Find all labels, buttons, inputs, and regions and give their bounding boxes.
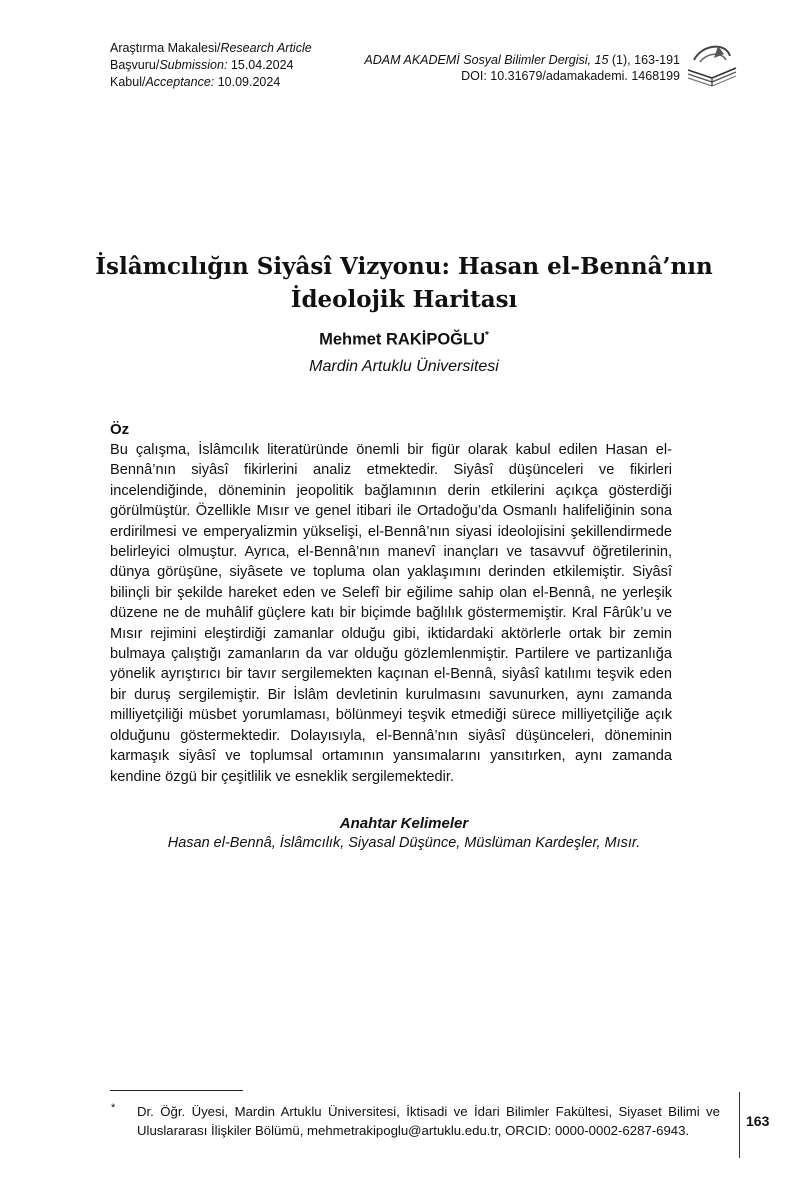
author-footnote-mark[interactable]: * <box>485 330 489 341</box>
acceptance-label-en: Acceptance: <box>145 75 215 89</box>
open-book-logo-icon <box>684 40 740 92</box>
journal-name: ADAM AKADEMİ Sosyal Bilimler Dergisi, 15 <box>364 53 609 67</box>
keywords-list: Hasan el-Bennâ, İslâmcılık, Siyasal Düşünce, Müslüman Kardeşler, Mısır. <box>167 835 641 851</box>
submission-label-tr: Başvuru/ <box>110 58 160 72</box>
article-type-en: Research Article <box>220 41 312 55</box>
issue-pages: (1), 163-191 <box>608 53 680 67</box>
acceptance-date: 10.09.2024 <box>214 75 281 89</box>
footnote-divider <box>110 1090 243 1091</box>
doi[interactable]: DOI: 10.31679/adamakademi. 1468199 <box>461 69 680 83</box>
article-type <box>110 40 312 57</box>
abstract-heading: Öz <box>110 421 130 438</box>
footnote-text: Dr. Öğr. Üyesi, Mardin Artuklu Üniversitesi, İktisadi ve İdari Bilimler Fakültesi, Siyaset Bilimi ve Uluslararası İlişkiler Bölümü, mehmetrakipoglu@artuklu.edu.tr, ORCID: 0000-0002-6287-6943. <box>137 1104 720 1138</box>
author <box>0 330 808 350</box>
keywords-heading: Anahtar Kelimeler <box>339 815 469 832</box>
article-type-tr: Araştırma Makalesi/ <box>110 41 221 55</box>
affiliation: Mardin Artuklu Üniversitesi <box>309 358 499 375</box>
footnote-mark: * <box>111 1102 116 1114</box>
journal-info <box>364 52 680 84</box>
article-title <box>60 250 748 316</box>
submission-label-en: Submission: <box>159 58 228 72</box>
submission-date: 15.04.2024 <box>227 58 294 72</box>
author-name: Mehmet RAKİPOĞLU <box>319 330 486 349</box>
journal-citation <box>364 52 680 68</box>
article-meta <box>110 40 312 91</box>
abstract-text: Bu çalışma, İslâmcılık literatüründe önemli bir figür olarak kabul edilen Hasan el-Bennâ’nın siyâsî fikirlerini analiz etmektedir. Siyâsî düşünceleri ve fikirleri incelendiğinde, döneminin jeopolitik bağlamının derin etkilerini açıkça gösterdiği görülmüştür. Özellikle Mısır ve genel itibari ile Ortadoğu’da Osmanlı halifeliğinin sona erdirilmesi ve emperyalizmin yükselişi, el-Bennâ’nın siyasi ideolojisini şekillendirmede belirleyici olmuştur. Ayrıca, el-Bennâ’nın manevî inançları ve tasavvuf öğretilerinin, dünya görüşüne, siyâsete ve topluma olan yaklaşımını derinden etkilemiştir. Siyâsî bilinçli bir şekilde hareket eden ve Selefî bir eğilime sahip olan el-Bennâ, ne yerleşik düzene ne de muhâlif güçlere katı bir biçimde bağlılık göstermemiştir. Kral Fârûk’u ve Mısır rejimini eleştirdiği zamanlar olduğu gibi, iktidardaki aktörlerle ortak bir zemin bulmaya çalıştığı zamanların da var olduğu gözlemlenmiştir. Partilere ve partizanlığa yönelik ayrıştırıcı bir tavır sergilemekten kaçınan el-Bennâ, siyâsî katılımı teşvik eden bir duruş sergilemiştir. Bir İslâm devletinin kurulmasını savunurken, aynı zamanda milliyetçiliği müsbet yorumlaması, bölünmeyi teşvik etmediği sürece milliyetçiliğe açık olduğunu göstermektedir. Dolayısıyla, el-Bennâ’nın siyâsî düşünceleri, döneminin karmaşık siyâsî ve toplumsal ortamının yansımalarını yansıtırken, aynı zamanda kendine özgü bir çeşitlilik ve esneklik sergilemektedir. <box>110 442 672 785</box>
acceptance-label-tr: Kabul/ <box>110 75 146 89</box>
title-line-2: İdeolojik Haritası <box>290 286 518 313</box>
title-line-1: İslâmcılığın Siyâsî Vizyonu: Hasan el-Bennâ’nın <box>95 253 713 280</box>
page-number: 163 <box>746 1113 770 1129</box>
acceptance-line <box>110 74 312 91</box>
submission-line <box>110 57 312 74</box>
page-number-divider <box>739 1092 740 1158</box>
